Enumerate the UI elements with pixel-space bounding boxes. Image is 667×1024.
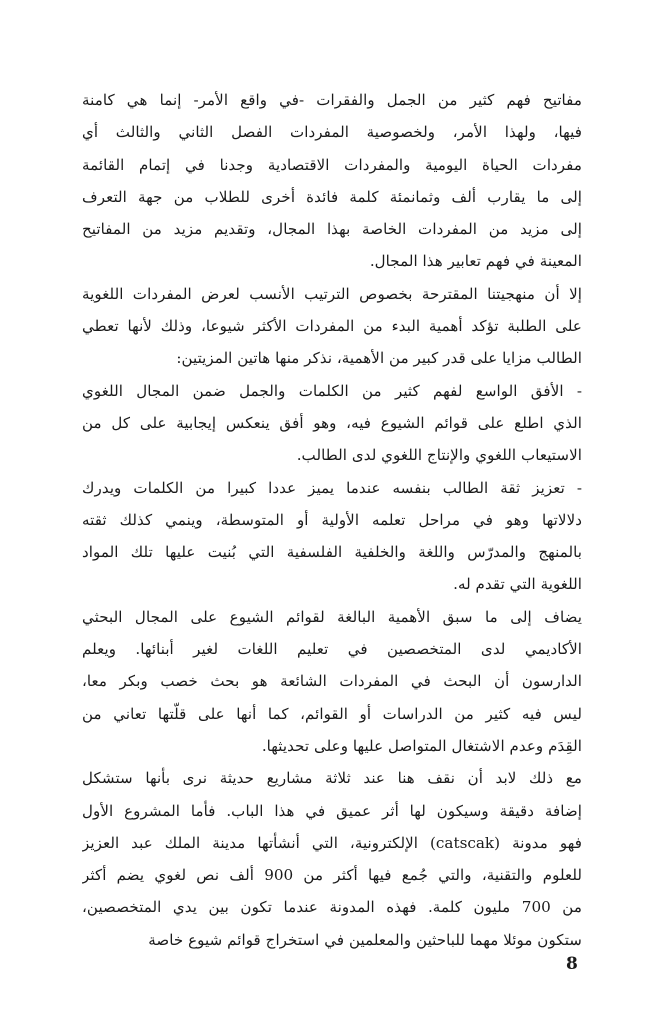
text-line: مفاتيح فهم كثير من الجمل والفقرات -في واقع الأمر- إنما هي كامنة bbox=[82, 91, 582, 109]
text-line: دلالاتها وهو في مراحل تعلمه الأولية أو المتوسطة، وينمي كذلك ثقته bbox=[82, 510, 582, 529]
text-line: الطالب مزايا على قدر كبير من الأهمية، نذكر منها هاتين المزيتين: bbox=[176, 349, 582, 368]
text-line: المعينة في فهم تعابير هذا المجال. bbox=[369, 252, 582, 271]
paragraph bbox=[82, 601, 582, 762]
text-line: يضاف إلى ما سبق الأهمية البالغة لقوائم الشيوع على المجال البحثي bbox=[82, 607, 582, 626]
paragraph bbox=[82, 762, 582, 956]
text-line: مفردات الحياة اليومية والمفردات الاقتصادية وجدنا في إتمام القائمة bbox=[82, 155, 582, 174]
text-line: بالمنهج والمدرّس واللغة والخلفية الفلسفية التي بُنيت عليها تلك المواد bbox=[82, 543, 582, 562]
body-text bbox=[82, 84, 582, 956]
paragraph bbox=[82, 472, 582, 601]
text-line: على الطلبة تؤكد أهمية البدء من المفردات الأكثر شيوعا، وذلك لأنها تعطي bbox=[82, 317, 582, 336]
text-line: ليس فيه كثير من الدراسات أو القوائم، كما أنها على قلّتها تعاني من bbox=[82, 704, 582, 723]
text-line: الاستيعاب اللغوي والإنتاج اللغوي لدى الطالب. bbox=[296, 446, 582, 465]
text-line: القِدَم وعدم الاشتغال المتواصل عليها وعلى تحديثها. bbox=[261, 736, 582, 755]
text-line: إلا أن منهجيتنا المقترحة بخصوص الترتيب الأنسب لعرض المفردات اللغوية bbox=[82, 284, 582, 303]
paragraph bbox=[82, 375, 582, 472]
text-line: الأكاديمي لدى المتخصصين في تعليم اللغات لغير أبنائها. ويعلم bbox=[82, 640, 582, 659]
text-line: للعلوم والتقنية، والتي جُمع فيها أكثر من 900 ألف نص لغوي يضم أكثر bbox=[82, 866, 582, 885]
text-line: فيها، ولهذا الأمر، ولخصوصية المفردات الفصل الثاني والثالث أي bbox=[82, 123, 582, 142]
paragraph bbox=[82, 278, 582, 375]
text-line: الدارسون أن البحث في المفردات الشائعة هو بحث خصب وبكر معا، bbox=[82, 672, 582, 691]
text-line: إلى ما يقارب ألف وثمانمئة كلمة فائدة أخرى للطلاب من جهة التعرف bbox=[82, 187, 582, 206]
text-line: اللغوية التي تقدم له. bbox=[453, 575, 582, 594]
text-line: من 700 مليون كلمة. فهذه المدونة عندما تكون بين يدي المتخصصين، bbox=[82, 898, 582, 917]
page-number: 8 bbox=[566, 954, 578, 974]
text-line: إضافة دقيقة وسيكون لها أثر عميق في هذا الباب. فأما المشروع الأول bbox=[82, 801, 582, 820]
text-line: مع ذلك لابد أن نقف هنا عند ثلاثة مشاريع حديثة نرى بأنها ستشكل bbox=[82, 769, 582, 788]
text-line: الذي اطلع على قوائم الشيوع فيه، وهو أفق ينعكس إيجابية على كل من bbox=[82, 413, 582, 432]
text-line: - الأفق الواسع لفهم كثير من الكلمات والجمل ضمن المجال اللغوي bbox=[82, 381, 582, 400]
text-line: ستكون موئلا مهما للباحثين والمعلمين في استخراج قوائم شيوع خاصة bbox=[148, 930, 582, 949]
text-line: إلى مزيد من المفردات الخاصة بهذا المجال، وتقديم مزيد من المفاتيح bbox=[82, 220, 582, 239]
paragraph bbox=[82, 84, 582, 278]
text-line: - تعزيز ثقة الطالب بنفسه عندما يميز عددا كبيرا من الكلمات ويدرك bbox=[82, 478, 582, 497]
text-line: فهو مدونة (catscak) الإلكترونية، التي أنشأتها مدينة الملك عبد العزيز bbox=[82, 833, 582, 852]
